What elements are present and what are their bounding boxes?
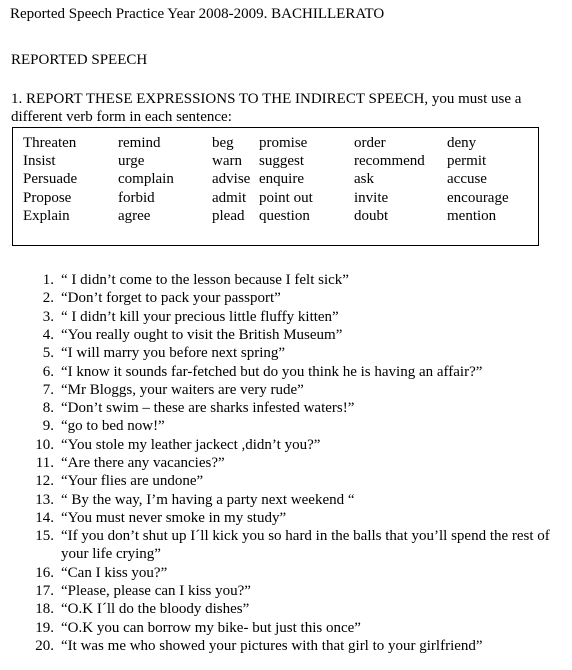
verb-order: order <box>354 135 386 151</box>
item-sentence: “ I didn’t come to the lesson because I felt sick” <box>61 272 349 288</box>
verb-deny: deny <box>447 135 477 151</box>
verb-question: question <box>259 208 310 224</box>
item-sentence: “If you don’t shut up I´ll kick you so hard in the balls that you’ll spend the rest of your life crying” <box>61 528 550 562</box>
verb-permit: permit <box>447 153 487 169</box>
verb-forbid: forbid <box>118 190 155 206</box>
item-number: 6. <box>42 364 54 380</box>
section-heading: REPORTED SPEECH <box>11 52 148 68</box>
verb-mention: mention <box>447 208 497 224</box>
item-sentence: “ By the way, I’m having a party next weekend “ <box>61 492 355 508</box>
verb-urge: urge <box>118 153 145 169</box>
item-number: 1. <box>42 272 54 288</box>
item-number: 10. <box>35 437 54 453</box>
item-sentence: “You really ought to visit the British Museum” <box>61 327 343 343</box>
verb-encourage: encourage <box>447 190 509 206</box>
verb-remind: remind <box>118 135 161 151</box>
item-number: 12. <box>35 473 54 489</box>
exercise-instruction: 1. REPORT THESE EXPRESSIONS TO THE INDIRECT SPEECH, you must use a <box>11 91 522 107</box>
verb-point-out: point out <box>259 190 313 206</box>
item-number: 4. <box>42 327 54 343</box>
item-sentence: “It was me who showed your pictures with that girl to your girlfriend” <box>61 638 483 654</box>
verb-list-box <box>12 127 539 246</box>
document-title: Reported Speech Practice Year 2008-2009. BACHILLERATO <box>10 6 385 22</box>
verb-plead: plead <box>212 208 245 224</box>
verb-complain: complain <box>118 171 174 187</box>
verb-doubt: doubt <box>354 208 389 224</box>
item-number: 5. <box>42 345 54 361</box>
item-sentence: “Mr Bloggs, your waiters are very rude” <box>61 382 304 398</box>
item-sentence: “ I didn’t kill your precious little fluffy kitten” <box>61 309 339 325</box>
item-sentence: “Your flies are undone” <box>61 473 204 489</box>
item-number: 20. <box>35 638 54 654</box>
item-sentence: “Don’t forget to pack your passport” <box>61 290 281 306</box>
item-sentence: “Can I kiss you?” <box>61 565 168 581</box>
item-number: 13. <box>35 492 54 508</box>
verb-explain: Explain <box>23 208 70 224</box>
verb-advise: advise <box>212 171 251 187</box>
item-number: 11. <box>35 455 54 471</box>
verb-insist: Insist <box>23 153 56 169</box>
item-sentence: “O.K I´ll do the bloody dishes” <box>61 601 250 617</box>
item-sentence: “You stole my leather jackect ,didn’t you?” <box>61 437 321 453</box>
verb-warn: warn <box>212 153 242 169</box>
item-sentence: “O.K you can borrow my bike- but just this once” <box>61 620 361 636</box>
verb-ask: ask <box>354 171 374 187</box>
item-sentence: “I will marry you before next spring” <box>61 345 286 361</box>
item-number: 17. <box>35 583 54 599</box>
item-number: 14. <box>35 510 54 526</box>
item-number: 8. <box>42 400 54 416</box>
exercise-instruction-continued: different verb form in each sentence: <box>11 109 232 125</box>
item-sentence: “go to bed now!” <box>61 418 165 434</box>
item-number: 18. <box>35 601 54 617</box>
verb-propose: Propose <box>23 190 72 206</box>
verb-persuade: Persuade <box>23 171 78 187</box>
item-number: 2. <box>42 290 54 306</box>
verb-suggest: suggest <box>259 153 304 169</box>
verb-recommend: recommend <box>354 153 425 169</box>
item-number: 16. <box>35 565 54 581</box>
item-sentence: “I know it sounds far-fetched but do you think he is having an affair?” <box>61 364 483 380</box>
verb-promise: promise <box>259 135 308 151</box>
verb-invite: invite <box>354 190 389 206</box>
item-sentence: “Don’t swim – these are sharks infested waters!” <box>61 400 355 416</box>
verb-agree: agree <box>118 208 151 224</box>
item-sentence: “Are there any vacancies?” <box>61 455 225 471</box>
item-number: 3. <box>42 309 54 325</box>
item-number: 9. <box>42 418 54 434</box>
verb-threaten: Threaten <box>23 135 77 151</box>
verb-enquire: enquire <box>259 171 304 187</box>
item-number: 19. <box>35 620 54 636</box>
verb-beg: beg <box>212 135 234 151</box>
item-sentence: “Please, please can I kiss you?” <box>61 583 251 599</box>
item-number: 7. <box>42 382 54 398</box>
verb-admit: admit <box>212 190 247 206</box>
verb-accuse: accuse <box>447 171 487 187</box>
item-sentence: “You must never smoke in my study” <box>61 510 287 526</box>
item-number: 15. <box>35 528 54 544</box>
